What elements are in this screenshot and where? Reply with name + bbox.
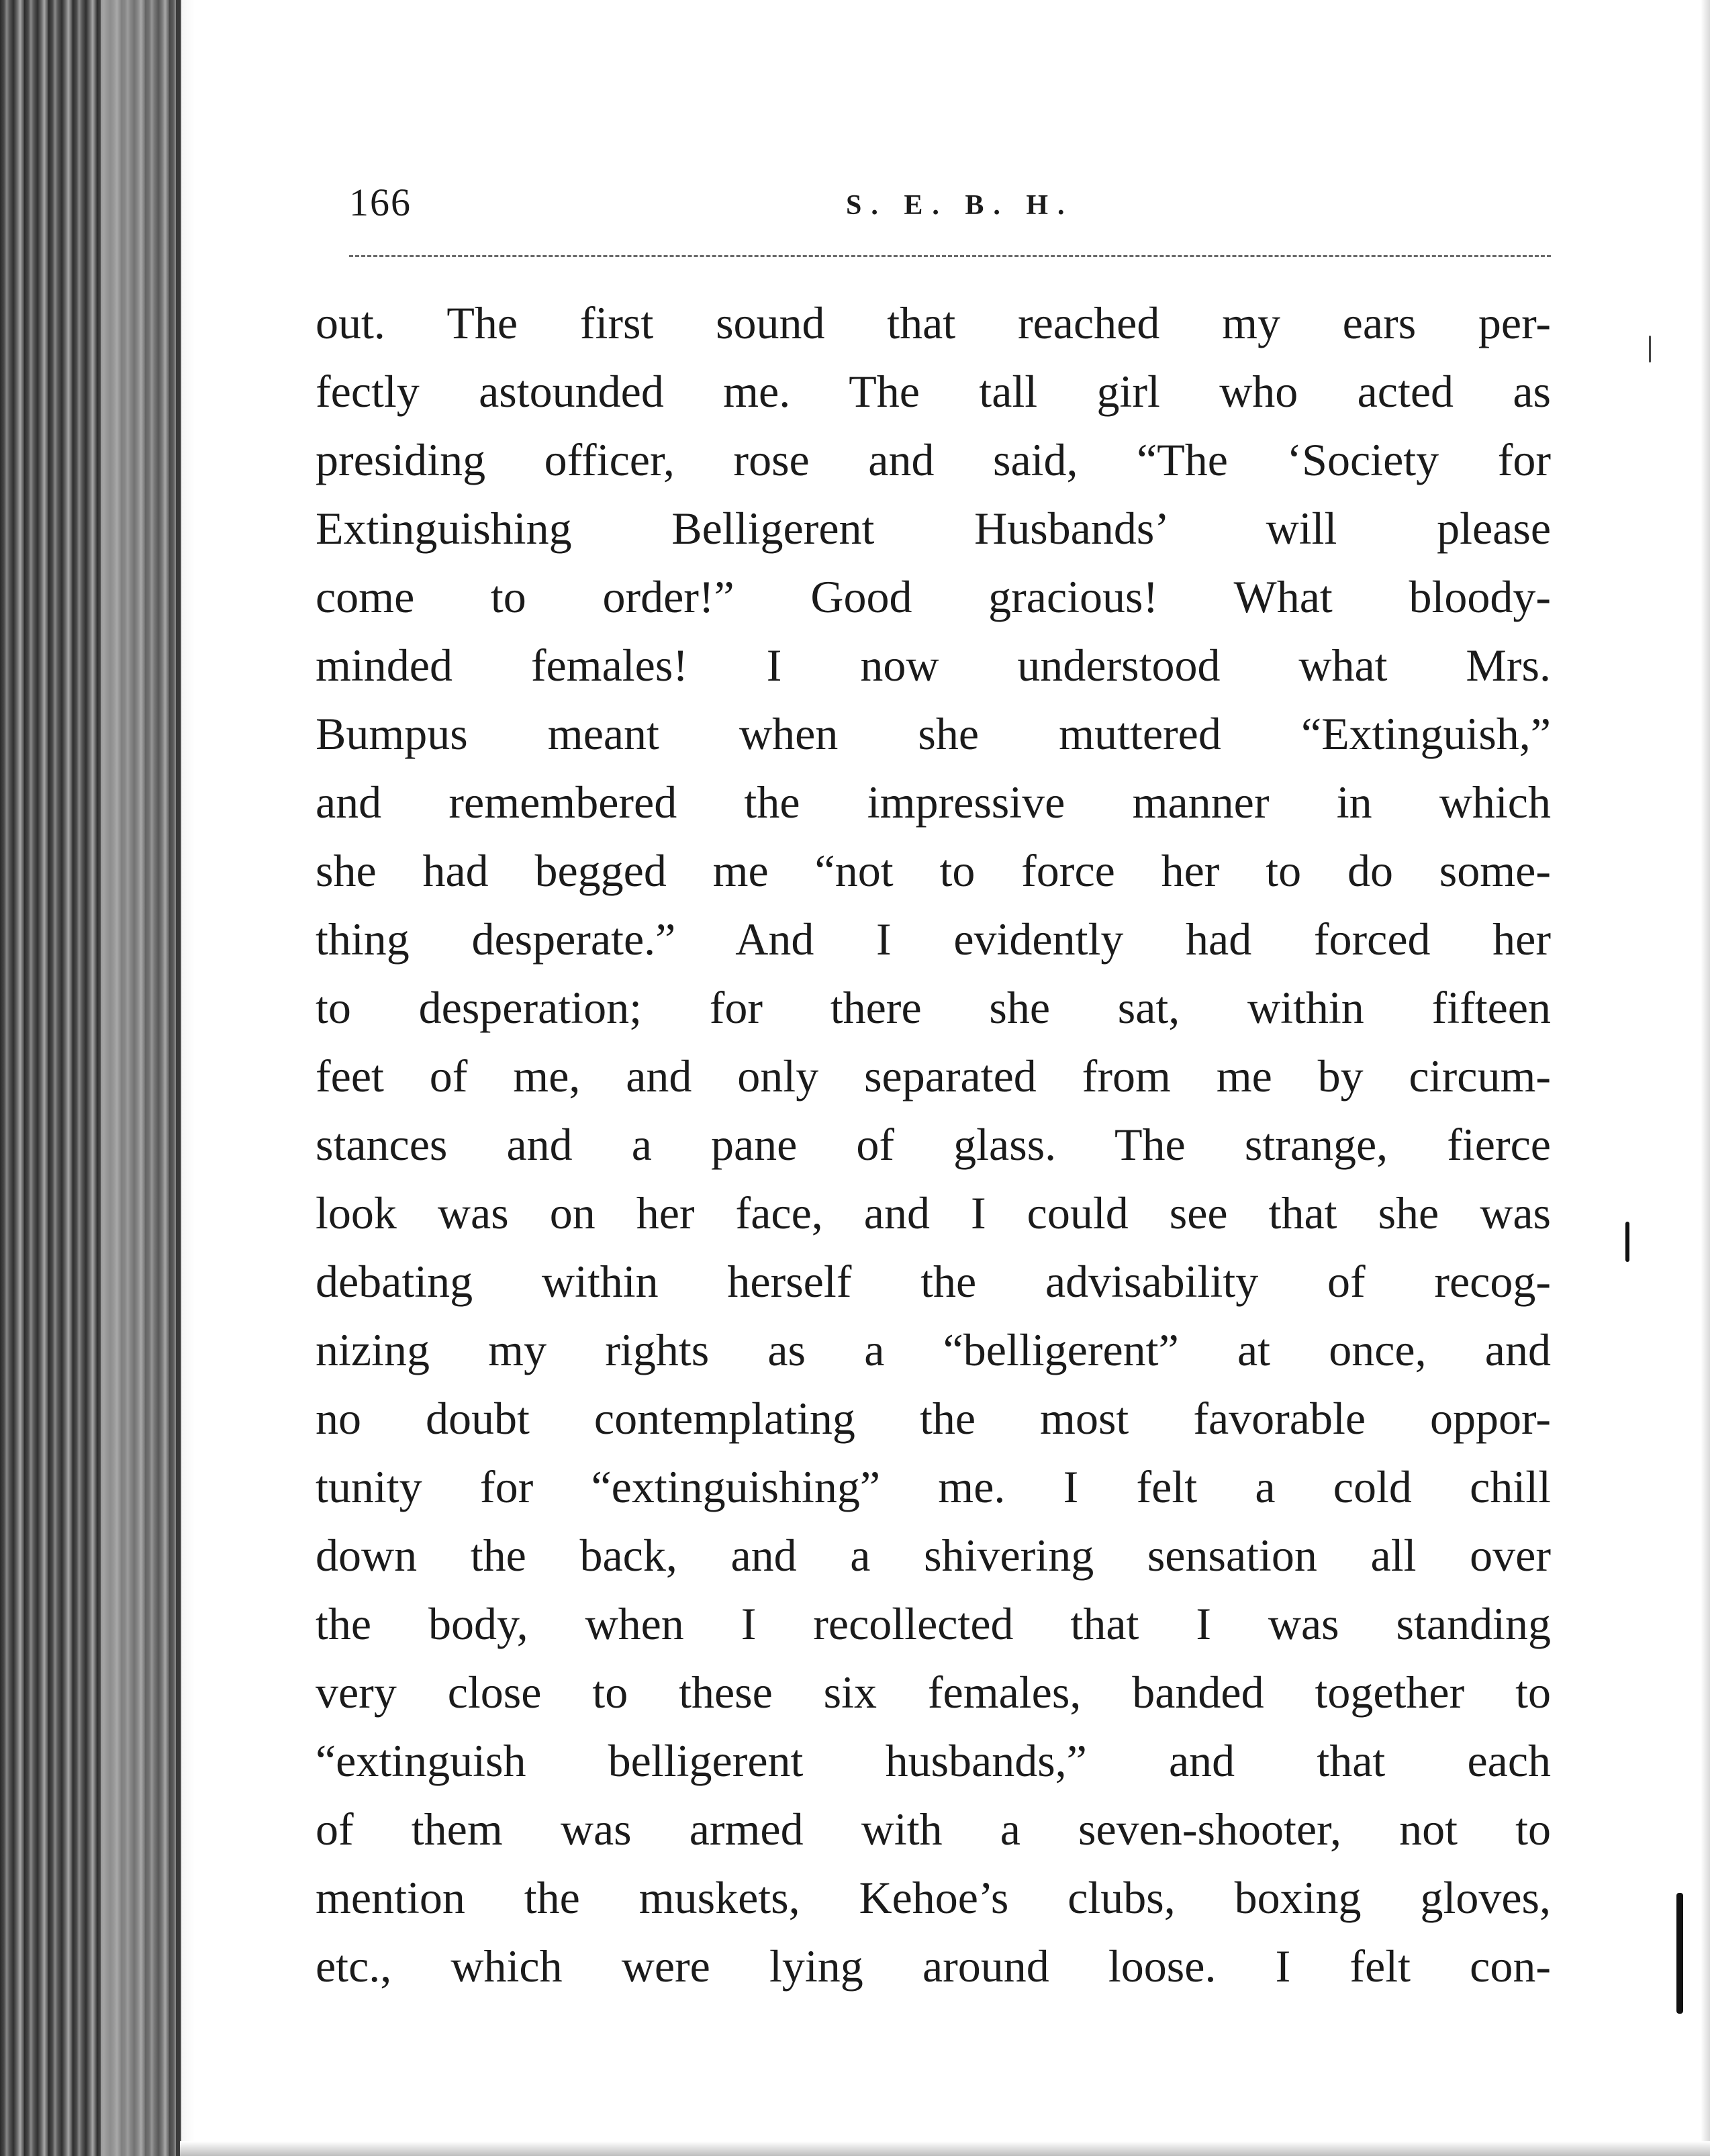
page-number: 166 <box>349 181 412 224</box>
text-line: down the back, and a shivering sensation all over <box>316 1530 1551 1581</box>
text-line: look was on her face, and I could see that she was <box>316 1187 1551 1238</box>
gutter-shadow <box>101 0 195 2156</box>
text-line: of them was armed with a seven-shooter, not to <box>316 1804 1551 1855</box>
text-line: to desperation; for there she sat, within fifteen <box>316 982 1551 1033</box>
running-head: S. E. B. H. <box>846 190 1074 221</box>
page-edge-right <box>1701 0 1710 2156</box>
page-header <box>349 180 1551 240</box>
text-line: “extinguish belligerent husbands,” and that each <box>316 1735 1551 1786</box>
text-line: she had begged me “not to force her to do some- <box>316 845 1551 896</box>
text-line: stances and a pane of glass. The strange, fierce <box>316 1119 1551 1170</box>
page-edge-left <box>176 0 180 2156</box>
text-line: presiding officer, rose and said, “The ‘Society for <box>316 434 1551 485</box>
text-line: come to order!” Good gracious! What bloody- <box>316 571 1551 622</box>
page-edge-bottom <box>180 2141 1710 2156</box>
text-line: nizing my rights as a “belligerent” at once, and <box>316 1324 1551 1375</box>
header-rule <box>349 255 1551 257</box>
text-line: debating within herself the advisability of recog- <box>316 1256 1551 1307</box>
text-line: fectly astounded me. The tall girl who acted as <box>316 366 1551 417</box>
text-line: mention the muskets, Kehoe’s clubs, boxing gloves, <box>316 1872 1551 1923</box>
scan-mark <box>1676 1893 1683 2014</box>
text-line: the body, when I recollected that I was standing <box>316 1598 1551 1649</box>
text-line: and remembered the impressive manner in which <box>316 777 1551 828</box>
text-line: Extinguishing Belligerent Husbands’ will please <box>316 503 1551 554</box>
scan-mark <box>1649 336 1651 362</box>
text-line: thing desperate.” And I evidently had forced her <box>316 914 1551 965</box>
text-line: Bumpus meant when she muttered “Extinguish,” <box>316 708 1551 759</box>
text-line: no doubt contemplating the most favorable oppor- <box>316 1393 1551 1444</box>
text-line: feet of me, and only separated from me by circum- <box>316 1050 1551 1101</box>
scan-mark <box>1625 1222 1629 1262</box>
body-text <box>316 289 1551 2000</box>
text-line: tunity for “extinguishing” me. I felt a cold chill <box>316 1461 1551 1512</box>
text-line: etc., which were lying around loose. I felt con- <box>316 1941 1551 1992</box>
text-line: out. The first sound that reached my ears per- <box>316 297 1551 348</box>
text-line: minded females! I now understood what Mrs. <box>316 640 1551 691</box>
text-line: very close to these six females, banded together to <box>316 1667 1551 1718</box>
